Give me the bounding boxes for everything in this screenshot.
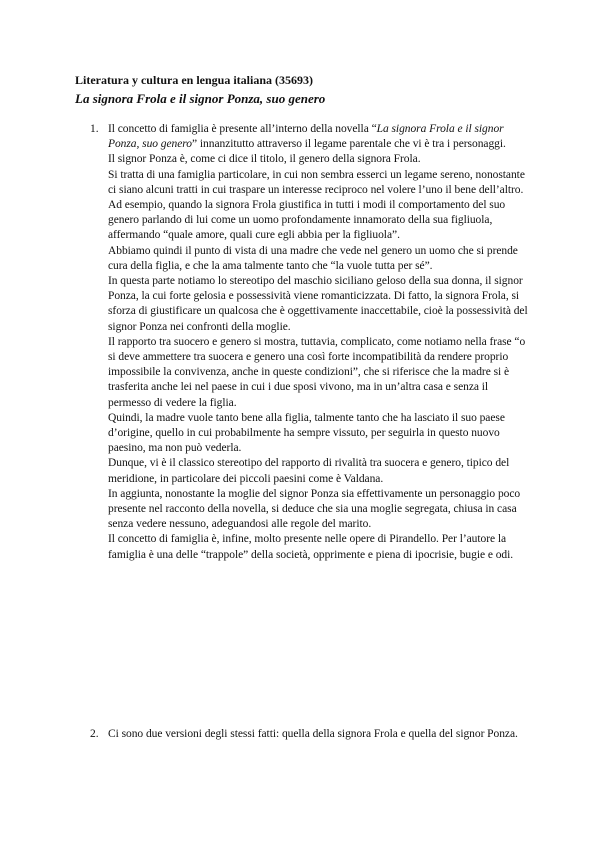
paragraph: Ci sono due versioni degli stessi fatti: quella della signora Frola e quella del signor Ponza. [108, 728, 518, 740]
paragraph: Si tratta di una famiglia particolare, in cui non sembra esserci un legame sereno, nonostante ci siano alcuni tratti in cui traspare un interesse reciproco nel volere l’uno il bene dell’altro. [108, 168, 525, 196]
paragraph: Il signor Ponza è, come ci dice il titolo, il genero della signora Frola. [108, 153, 421, 166]
paragraph: Quindi, la madre vuole tanto bene alla figlia, talmente tanto che ha lasciato il suo paese d’origine, quello in cui probabilmente ha sempre vissuto, per seguirla in questo nuovo paesino, ma non può vederla. [108, 411, 505, 455]
list-item-number: 1. [90, 123, 99, 135]
list-item-body [108, 122, 530, 563]
paragraph: Il rapporto tra suocero e genero si mostra, tuttavia, complicato, come notiamo nella frase “o si deve ammettere tra suocera e genero una così forte incompatibilità da rendere proprio impossibile la convivenza, anche in queste condizioni”, che si riferisce che la madre si è trasferita anche lei nel paese in cui i due sposi vivono, ma in un’altra casa e senza il permesso di vedere la figlia. [108, 335, 526, 409]
paragraph: Abbiamo quindi il punto di vista di una madre che vede nel genero un uomo che si prende cura della figlia, e che la ama talmente tanto che “la vuole tutta per sé”. [108, 244, 518, 272]
paragraph: Dunque, vi è il classico stereotipo del rapporto di rivalità tra suocera e genero, tipico del meridione, in particolare dei piccoli paesini come è Valdana. [108, 457, 510, 485]
list-item-body [108, 727, 530, 742]
intro-text-suffix: ” innanzitutto attraverso il legame parentale che vi è tra i personaggi. [192, 138, 506, 151]
paragraph: In questa parte notiamo lo stereotipo del maschio siciliano geloso della sua donna, il signor Ponza, la cui forte gelosia e possessività viene romanticizzata. Di fatto, la signora Frola, si sforza di giustificare un qualcosa che è oggettivamente inaccettabile, cioè la possessività del signor Ponza nei confronti della moglie. [108, 275, 528, 333]
paragraph: Ad esempio, quando la signora Frola giustifica in tutti i modi il comportamento del suo genero parlando di lui come un uomo profondamente innamorato della sua figliuola, affermando “quale amore, quali cure egli abbia per la figliuola”. [108, 199, 506, 242]
course-title: Literatura y cultura en lengua italiana (35693) [75, 73, 313, 87]
intro-italic-title: La signora Frola e il signor Ponza, suo genero [108, 123, 504, 151]
paragraph: Il concetto di famiglia è, infine, molto presente nelle opere di Pirandello. Per l’autore la famiglia è una delle “trappole” della società, opprimente e piena di ipocrisie, bugie e odi. [108, 533, 514, 561]
intro-paragraph [108, 122, 530, 152]
intro-text-prefix: Il concetto di famiglia è presente all’interno della novella “ [108, 123, 377, 135]
work-title: La signora Frola e il signor Ponza, suo genero [75, 91, 326, 106]
paragraph: In aggiunta, nonostante la moglie del signor Ponza sia effettivamente un personaggio poco presente nel racconto della novella, si deduce che sia una moglie segregata, chiusa in casa senza vedere nessuno, adeguandosi alle regole del marito. [108, 487, 521, 531]
list-item-number: 2. [90, 728, 99, 740]
